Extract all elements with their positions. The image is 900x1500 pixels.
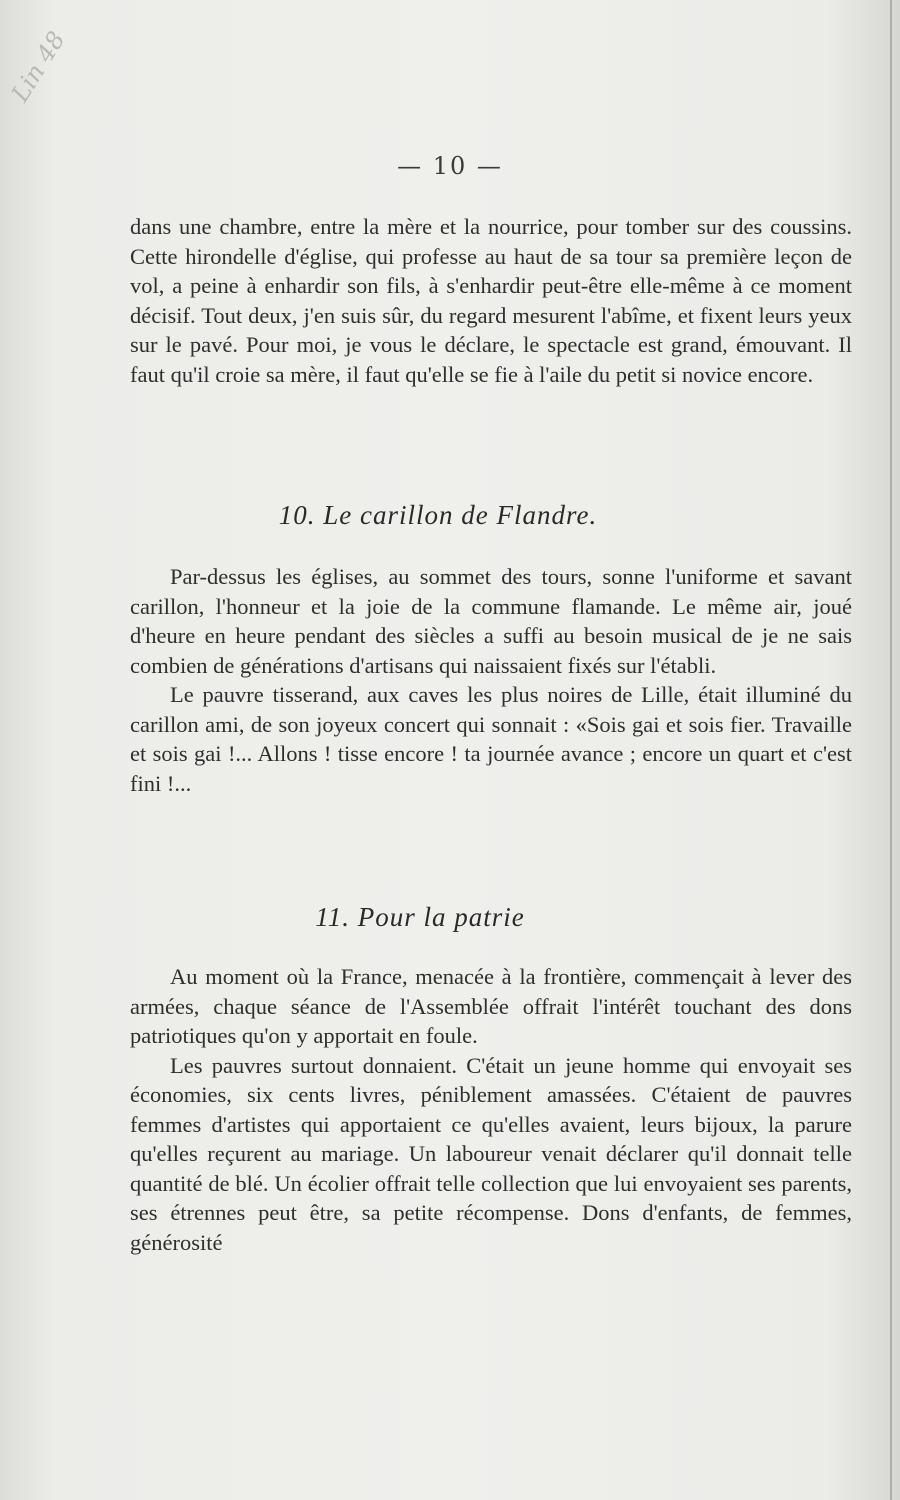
- section-11-paragraph-1: Au moment où la France, menacée à la frontière, commençait à lever des armées, chaque séance de l'Assemblée offrait l'intérêt touchant des dons patriotiques qu'on y apportait en foule.: [130, 964, 852, 1048]
- page-edge: [890, 0, 892, 1500]
- section-10-body: [130, 562, 852, 798]
- paragraph-continued: dans une chambre, entre la mère et la nourrice, pour tomber sur des coussins. Cette hirondelle d'église, qui professe au haut de sa tour sa première leçon de vol, a peine à enhardir son fils, à s'enhardir peut-être elle-même à ce moment décisif. Tout deux, j'en suis sûr, du regard mesurent l'abîme, et fixent leurs yeux sur le pavé. Pour moi, je vous le déclare, le spectacle est grand, émouvant. Il faut qu'il croie sa mère, il faut qu'elle se fie à l'aile du petit si novice encore.: [130, 214, 852, 387]
- margin-annotation: Lin 48: [6, 26, 71, 107]
- section-10-paragraph-1: Par-dessus les églises, au sommet des tours, sonne l'uniforme et savant carillon, l'honneur et la joie de la commune flamande. Le même air, joué d'heure en heure pendant des siècles a suffi au besoin musical de je ne sais combien de générations d'artisans qui naissaient fixés sur l'établi.: [130, 564, 852, 678]
- section-heading-carillon: 10. Le carillon de Flandre.: [278, 500, 598, 530]
- page-number: — 10 —: [397, 152, 503, 180]
- section-heading-patrie: 11. Pour la patrie: [315, 902, 525, 932]
- section-11-body: [130, 962, 852, 1257]
- section-10-paragraph-2: Le pauvre tisserand, aux caves les plus noires de Lille, était illuminé du carillon ami, de son joyeux concert qui sonnait : «Sois gai et sois fier. Travaille et sois gai !... Allons ! tisse encore ! ta journée avance ; encore un quart et c'est fini !...: [130, 682, 852, 796]
- continued-paragraph-block: [130, 212, 852, 389]
- section-11-paragraph-2: Les pauvres surtout donnaient. C'était un jeune homme qui envoyait ses économies, six cents livres, péniblement amassées. C'étaient de pauvres femmes d'artistes qui apportaient ce qu'elles avaient, leurs bijoux, la parure qu'elles reçurent au mariage. Un laboureur venait déclarer qu'il donnait telle quantité de blé. Un écolier offrait telle collection que lui envoyaient ses parents, ses étrennes peut être, sa petite récompense. Dons d'enfants, de femmes, générosité: [130, 1052, 852, 1255]
